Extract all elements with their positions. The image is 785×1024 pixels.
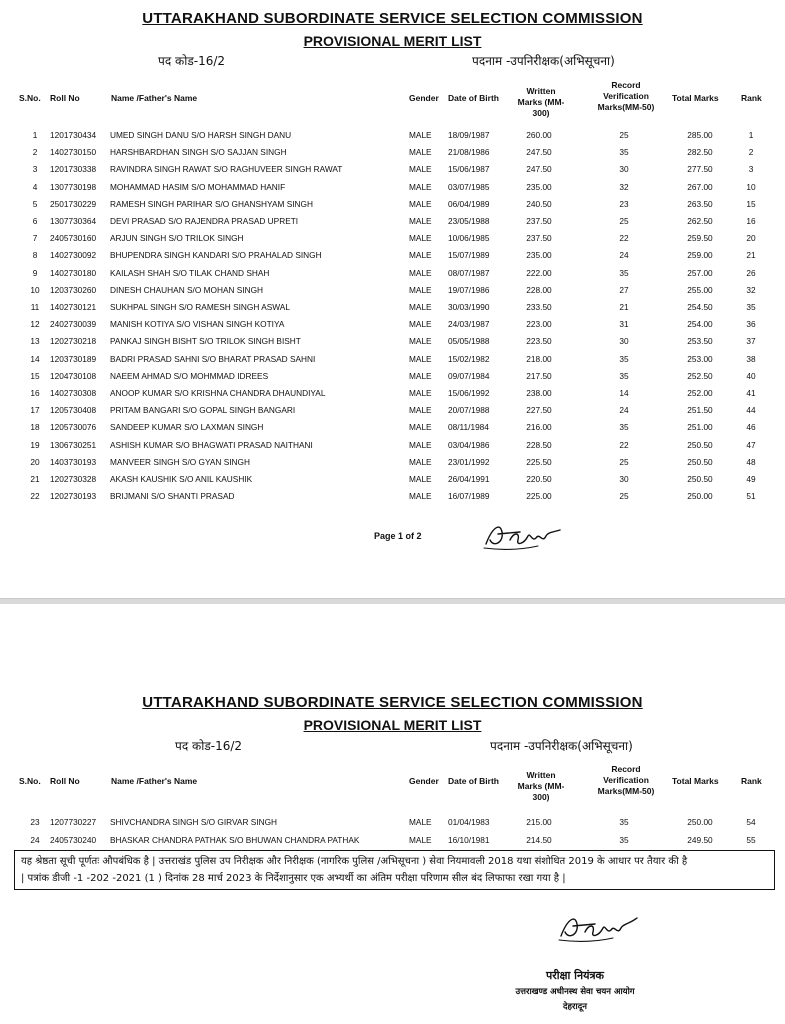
cell-total-marks: 253.50 [687,336,713,347]
cell-written-marks: 238.00 [526,388,552,398]
cell-rank: 1 [748,130,754,140]
cell-record-marks: 35 [619,422,629,433]
cell-roll-no: 1204730108 [50,370,97,381]
cell-dob: 21/08/1986 [448,147,490,158]
cell-sno: 16 [30,388,40,398]
cell-gender: MALE [409,817,432,827]
cell-gender: MALE [409,302,432,312]
cell-total-marks: 252.00 [687,388,713,398]
cell-record-marks: 35 [619,370,629,381]
cell-record-marks: 35 [619,353,629,364]
cell-total-marks: 255.00 [687,284,713,295]
cell-name: ARJUN SINGH S/O TRILOK SINGH [110,233,244,244]
cell-written-marks: 222.00 [526,267,552,278]
table-row [0,316,785,333]
header-written-marks: Written Marks (MM-300) [517,86,565,118]
cell-name: MANISH KOTIYA S/O VISHAN SINGH KOTIYA [110,319,285,330]
cell-written-marks: 228.50 [526,439,552,450]
cell-name: ANOOP KUMAR S/O KRISHNA CHANDRA DHAUNDIYAL [110,388,326,398]
cell-written-marks: 235.00 [526,250,552,261]
cell-sno: 13 [30,336,40,347]
cell-total-marks: 259.50 [687,233,713,244]
cell-name: MOHAMMAD HASIM S/O MOHAMMAD HANIF [110,181,286,192]
cell-dob: 06/04/1989 [448,198,490,209]
cell-gender: MALE [409,181,432,192]
cell-dob: 10/06/1985 [448,233,490,244]
cell-name: SHIVCHANDRA SINGH S/O GIRVAR SINGH [110,817,278,827]
cell-total-marks: 252.50 [687,370,713,381]
cell-sno: 6 [32,216,38,226]
cell-roll-no: 1205730076 [50,422,97,433]
cell-roll-no: 2402730039 [50,319,97,330]
table-row [0,179,785,196]
cell-name: AKASH KAUSHIK S/O ANIL KAUSHIK [110,474,253,484]
cell-written-marks: 223.50 [526,336,552,347]
cell-sno: 5 [32,198,38,209]
cell-sno: 11 [30,302,40,312]
header-name: Name /Father's Name [111,776,198,786]
cell-name: KAILASH SHAH S/O TILAK CHAND SHAH [110,267,270,278]
cell-total-marks: 250.00 [687,491,713,502]
header-roll-no: Roll No [50,93,80,103]
cell-rank: 32 [746,284,756,295]
cell-dob: 15/02/1982 [448,353,490,364]
cell-dob: 03/04/1986 [448,439,490,450]
cell-roll-no: 1402730180 [50,267,97,278]
table-row [0,402,785,419]
cell-written-marks: 217.50 [526,370,552,381]
cell-rank: 37 [746,336,756,347]
cell-gender: MALE [409,388,432,398]
header-written-marks: Written Marks (MM-300) [517,770,565,802]
cell-record-marks: 35 [619,834,629,845]
cell-dob: 01/04/1983 [448,817,490,827]
cell-roll-no: 1203730260 [50,284,97,295]
cell-written-marks: 216.00 [526,422,552,433]
cell-record-marks: 30 [619,336,629,347]
cell-written-marks: 227.50 [526,405,552,416]
cell-rank: 55 [746,834,756,845]
commission-title: UTTARAKHAND SUBORDINATE SERVICE SELECTION COMMISSION [142,694,643,711]
cell-total-marks: 254.50 [687,302,713,312]
merit-list-page-2 [0,604,785,1024]
table-row [0,333,785,350]
cell-name: PRITAM BANGARI S/O GOPAL SINGH BANGARI [110,405,296,416]
cell-record-marks: 30 [619,164,629,175]
cell-gender: MALE [409,319,432,330]
cell-dob: 20/07/1988 [448,405,490,416]
post-name: पदनाम -उपनिरीक्षक(अभिसूचना) [490,739,633,753]
header-sno: S.No. [19,93,41,103]
cell-gender: MALE [409,353,432,364]
cell-record-marks: 14 [619,388,629,398]
cell-record-marks: 22 [619,233,629,244]
cell-record-marks: 24 [619,250,629,261]
cell-sno: 20 [30,456,40,467]
cell-rank: 3 [748,164,754,175]
table-row [0,127,785,144]
signature-icon [555,906,645,946]
cell-rank: 35 [746,302,756,312]
cell-dob: 26/04/1991 [448,474,490,484]
cell-total-marks: 251.50 [687,405,713,416]
cell-total-marks: 250.50 [687,439,713,450]
table-row [0,247,785,264]
cell-written-marks: 215.00 [526,817,552,827]
cell-gender: MALE [409,250,432,261]
cell-gender: MALE [409,439,432,450]
cell-roll-no: 1201730434 [50,130,97,140]
cell-gender: MALE [409,267,432,278]
table-row [0,213,785,230]
cell-roll-no: 1402730092 [50,250,97,261]
cell-record-marks: 21 [619,302,629,312]
cell-rank: 10 [746,181,756,192]
cell-written-marks: 233.50 [526,302,552,312]
table-row [0,814,785,831]
cell-gender: MALE [409,284,432,295]
table-row [0,351,785,368]
cell-sno: 19 [30,439,40,450]
cell-record-marks: 30 [619,474,629,484]
cell-gender: MALE [409,336,432,347]
cell-record-marks: 23 [619,198,629,209]
cell-dob: 23/05/1988 [448,216,490,226]
cell-dob: 18/09/1987 [448,130,490,140]
cell-record-marks: 25 [619,130,629,140]
cell-gender: MALE [409,216,432,226]
cell-dob: 08/07/1987 [448,267,490,278]
cell-rank: 41 [746,388,756,398]
cell-written-marks: 260.00 [526,130,552,140]
cell-name: ASHISH KUMAR S/O BHAGWATI PRASAD NAITHANI [110,439,313,450]
cell-rank: 21 [746,250,756,261]
cell-gender: MALE [409,834,432,845]
cell-gender: MALE [409,370,432,381]
cell-rank: 46 [746,422,756,433]
signatory-title: परीक्षा नियंत्रक [545,969,604,982]
cell-roll-no: 2405730160 [50,233,97,244]
cell-name: MANVEER SINGH S/O GYAN SINGH [110,456,250,467]
cell-rank: 40 [746,370,756,381]
cell-dob: 19/07/1986 [448,284,490,295]
cell-rank: 16 [746,216,756,226]
cell-sno: 2 [32,147,38,158]
cell-dob: 23/01/1992 [448,456,490,467]
cell-gender: MALE [409,491,432,502]
cell-roll-no: 1402730121 [50,302,97,312]
cell-name: BRIJMANI S/O SHANTI PRASAD [110,491,235,502]
cell-record-marks: 35 [619,147,629,158]
header-record-marks: Record Verification Marks(MM-50) [597,80,655,112]
cell-rank: 15 [746,198,756,209]
cell-total-marks: 259.00 [687,250,713,261]
cell-gender: MALE [409,405,432,416]
cell-name: PANKAJ SINGH BISHT S/O TRILOK SINGH BISHT [110,336,301,347]
cell-roll-no: 1203730189 [50,353,97,364]
cell-total-marks: 251.00 [687,422,713,433]
table-row [0,196,785,213]
disclaimer-line-2: | पत्रांक डीजी -1 -202 -2021 (1 ) दिनांक 28 मार्च 2023 के निर्देशानुसार एक अभ्यर्थी का अंतिम परीक्षा परिणाम सील बंद लिफाफा रखा गया है | [21,873,566,884]
cell-written-marks: 228.00 [526,284,552,295]
cell-total-marks: 253.00 [687,353,713,364]
cell-sno: 23 [30,817,40,827]
cell-sno: 14 [30,353,40,364]
cell-name: NAEEM AHMAD S/O MOHMMAD IDREES [110,370,269,381]
cell-name: SANDEEP KUMAR S/O LAXMAN SINGH [110,422,264,433]
cell-dob: 08/11/1984 [448,422,489,433]
cell-rank: 36 [746,319,756,330]
table-row [0,488,785,505]
cell-roll-no: 1402730150 [50,147,97,158]
cell-record-marks: 25 [619,456,629,467]
cell-total-marks: 267.00 [687,181,713,192]
cell-roll-no: 1307730198 [50,181,97,192]
table-row [0,368,785,385]
cell-sno: 18 [30,422,40,433]
cell-sno: 21 [30,474,40,484]
cell-roll-no: 1307730364 [50,216,97,226]
table-row [0,385,785,402]
disclaimer-note [14,850,775,890]
cell-written-marks: 220.50 [526,474,552,484]
cell-sno: 15 [30,370,40,381]
cell-dob: 24/03/1987 [448,319,490,330]
cell-sno: 24 [30,834,40,845]
cell-roll-no: 1202730328 [50,474,97,484]
cell-gender: MALE [409,130,432,140]
signatory-place: देहरादून [563,1002,587,1012]
signature-icon [480,514,570,554]
cell-written-marks: 218.00 [526,353,552,364]
post-code: पद कोड-16/2 [175,739,243,753]
table-row [0,454,785,471]
table-row [0,471,785,488]
cell-total-marks: 285.00 [687,130,713,140]
cell-total-marks: 277.50 [687,164,713,175]
cell-name: DINESH CHAUHAN S/O MOHAN SINGH [110,284,264,295]
cell-rank: 2 [748,147,754,158]
header-sno: S.No. [19,776,41,786]
cell-written-marks: 225.00 [526,491,552,502]
cell-gender: MALE [409,456,432,467]
header-roll-no: Roll No [50,776,80,786]
cell-sno: 22 [30,491,40,502]
cell-rank: 54 [746,817,756,827]
cell-record-marks: 35 [619,267,629,278]
cell-gender: MALE [409,198,432,209]
cell-name: BHASKAR CHANDRA PATHAK S/O BHUWAN CHANDRA PATHAK [110,834,360,845]
cell-dob: 30/03/1990 [448,302,490,312]
cell-roll-no: 2405730240 [50,834,97,845]
cell-name: RAVINDRA SINGH RAWAT S/O RAGHUVEER SINGH RAWAT [110,164,343,175]
cell-roll-no: 1207730227 [50,817,97,827]
cell-dob: 05/05/1988 [448,336,490,347]
header-rank: Rank [741,93,762,103]
commission-title: UTTARAKHAND SUBORDINATE SERVICE SELECTION COMMISSION [142,10,643,27]
cell-sno: 12 [30,319,40,330]
cell-dob: 15/06/1987 [448,164,490,175]
cell-roll-no: 1202730218 [50,336,97,347]
cell-roll-no: 1202730193 [50,491,97,502]
table-row [0,161,785,178]
cell-record-marks: 22 [619,439,629,450]
cell-sno: 4 [32,181,38,192]
header-dob: Date of Birth [448,776,499,786]
header-total-marks: Total Marks [672,776,719,786]
cell-gender: MALE [409,474,432,484]
header-gender: Gender [409,93,439,103]
table-row [0,832,785,849]
cell-sno: 1 [32,130,38,140]
cell-name: SUKHPAL SINGH S/O RAMESH SINGH ASWAL [110,302,290,312]
cell-total-marks: 250.50 [687,474,713,484]
cell-record-marks: 35 [619,817,629,827]
cell-written-marks: 237.50 [526,233,552,244]
cell-written-marks: 247.50 [526,164,552,175]
cell-written-marks: 235.00 [526,181,552,192]
cell-dob: 15/07/1989 [448,250,490,261]
table-row [0,419,785,436]
cell-sno: 8 [32,250,38,261]
page-number: Page 1 of 2 [374,531,422,541]
cell-total-marks: 263.50 [687,198,713,209]
cell-sno: 10 [30,284,40,295]
cell-sno: 7 [32,233,38,244]
cell-total-marks: 282.50 [687,147,713,158]
cell-total-marks: 250.50 [687,456,713,467]
cell-record-marks: 32 [619,181,629,192]
cell-record-marks: 27 [619,284,629,295]
cell-rank: 44 [746,405,756,416]
cell-written-marks: 247.50 [526,147,552,158]
cell-roll-no: 1306730251 [50,439,97,450]
cell-record-marks: 31 [619,319,629,330]
cell-rank: 49 [746,474,756,484]
cell-rank: 51 [746,491,756,502]
table-row [0,265,785,282]
cell-total-marks: 262.50 [687,216,713,226]
header-rank: Rank [741,776,762,786]
header-gender: Gender [409,776,439,786]
cell-rank: 48 [746,456,756,467]
cell-roll-no: 2501730229 [50,198,97,209]
table-row [0,282,785,299]
cell-dob: 09/07/1984 [448,370,490,381]
table-row [0,230,785,247]
cell-record-marks: 25 [619,216,629,226]
cell-written-marks: 240.50 [526,198,552,209]
post-code: पद कोड-16/2 [158,54,226,68]
cell-name: UMED SINGH DANU S/O HARSH SINGH DANU [110,130,292,140]
merit-list-title: PROVISIONAL MERIT LIST [303,33,482,49]
signatory-organization: उत्तराखण्ड अधीनस्थ सेवा चयन आयोग [515,987,635,997]
cell-written-marks: 237.50 [526,216,552,226]
cell-total-marks: 257.00 [687,267,713,278]
cell-gender: MALE [409,164,432,175]
cell-dob: 16/07/1989 [448,491,490,502]
table-row [0,437,785,454]
cell-sno: 17 [30,405,40,416]
merit-list-title: PROVISIONAL MERIT LIST [303,717,482,733]
cell-name: BADRI PRASAD SAHNI S/O BHARAT PRASAD SAHNI [110,353,316,364]
cell-written-marks: 214.50 [526,834,552,845]
cell-name: HARSHBARDHAN SINGH S/O SAJJAN SINGH [110,147,287,158]
cell-name: BHUPENDRA SINGH KANDARI S/O PRAHALAD SINGH [110,250,322,261]
cell-dob: 03/07/1985 [448,181,490,192]
cell-roll-no: 1201730338 [50,164,97,175]
cell-dob: 15/06/1992 [448,388,490,398]
cell-total-marks: 249.50 [687,834,713,845]
cell-roll-no: 1403730193 [50,456,97,467]
cell-rank: 26 [746,267,756,278]
cell-record-marks: 24 [619,405,629,416]
table-row [0,144,785,161]
post-name: पदनाम -उपनिरीक्षक(अभिसूचना) [472,54,615,68]
cell-rank: 38 [746,353,756,364]
cell-roll-no: 1402730308 [50,388,97,398]
cell-written-marks: 225.50 [526,456,552,467]
header-dob: Date of Birth [448,93,499,103]
cell-record-marks: 25 [619,491,629,502]
disclaimer-line-1: यह श्रेष्ठता सूची पूर्णतः औपबंधिक है | उत्तराखंड पुलिस उप निरीक्षक और निरीक्षक (नागरिक पुलिस /अभिसूचना ) सेवा नियमावली 2018 यथा संशोधित 2019 के आधार पर तैयार की है [21,856,688,867]
cell-name: DEVI PRASAD S/O RAJENDRA PRASAD UPRETI [110,216,299,226]
cell-gender: MALE [409,233,432,244]
cell-total-marks: 254.00 [687,319,713,330]
cell-roll-no: 1205730408 [50,405,97,416]
cell-written-marks: 223.00 [526,319,552,330]
cell-sno: 9 [32,267,38,278]
cell-gender: MALE [409,422,432,433]
cell-sno: 3 [32,164,38,175]
header-record-marks: Record Verification Marks(MM-50) [597,764,655,796]
header-name: Name /Father's Name [111,93,198,103]
cell-rank: 20 [746,233,756,244]
cell-rank: 47 [746,439,756,450]
header-total-marks: Total Marks [672,93,719,103]
cell-dob: 16/10/1981 [448,834,490,845]
cell-name: RAMESH SINGH PARIHAR S/O GHANSHYAM SINGH [110,198,313,209]
cell-gender: MALE [409,147,432,158]
table-row [0,299,785,316]
cell-total-marks: 250.00 [687,817,713,827]
